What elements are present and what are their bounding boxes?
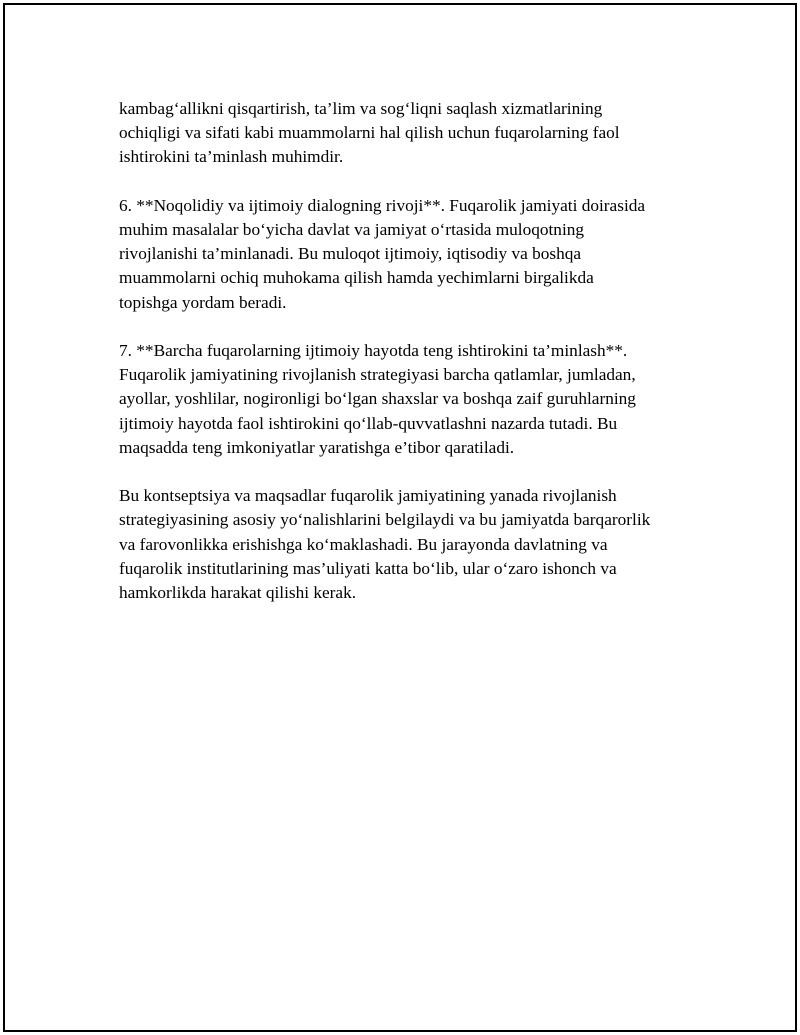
text-line: ayollar, yoshlilar, nogironligi bo‘lgan shaxslar va boshqa zaif guruhlarning <box>119 389 636 409</box>
paragraph-item-7 <box>119 339 699 460</box>
text-line: 7. **Barcha fuqarolarning ijtimoiy hayotda teng ishtirokini ta’minlash**. <box>119 341 628 360</box>
text-line: ishtirokini ta’minlash muhimdir. <box>119 147 344 167</box>
paragraph-conclusion <box>119 484 699 605</box>
text-line: Fuqarolik jamiyatining rivojlanish strategiyasi barcha qatlamlar, jumladan, <box>119 365 636 385</box>
paragraph-item-6 <box>119 194 699 315</box>
text-line: Bu kontseptsiya va maqsadlar fuqarolik jamiyatining yanada rivojlanish <box>119 486 617 506</box>
text-line: hamkorlikda harakat qilishi kerak. <box>119 583 357 603</box>
text-line: fuqarolik institutlarining mas’uliyati katta bo‘lib, ular o‘zaro ishonch va <box>119 558 617 578</box>
text-line: kambag‘allikni qisqartirish, ta’lim va sog‘liqni saqlash xizmatlarining <box>119 99 603 118</box>
page-frame <box>3 3 797 1032</box>
text-line: topishga yordam beradi. <box>119 292 287 312</box>
text-line: rivojlanishi ta’minlanadi. Bu muloqot ijtimoiy, iqtisodiy va boshqa <box>119 244 582 264</box>
text-line: ijtimoiy hayotda faol ishtirokini qo‘llab-quvvatlashni nazarda tutadi. Bu <box>119 413 618 433</box>
text-line: va farovonlikka erishishga ko‘maklashadi. Bu jarayonda davlatning va <box>119 534 608 554</box>
text-line: muammolarni ochiq muhokama qilish hamda yechimlarni birgalikda <box>119 268 594 288</box>
text-line: muhim masalalar bo‘yicha davlat va jamiyat o‘rtasida muloqotning <box>119 220 585 239</box>
text-line: maqsadda teng imkoniyatlar yaratishga e’tibor qaratiladi. <box>119 437 515 457</box>
document-body <box>119 97 699 629</box>
paragraph-intro-continuation <box>119 97 699 170</box>
text-line: 6. **Noqolidiy va ijtimoiy dialogning rivoji**. Fuqarolik jamiyati doirasida <box>119 195 646 215</box>
text-line: strategiyasining asosiy yo‘nalishlarini belgilaydi va bu jamiyatda barqarorlik <box>119 510 651 530</box>
text-line: ochiqligi va sifati kabi muammolarni hal qilish uchun fuqarolarning faol <box>119 123 620 143</box>
